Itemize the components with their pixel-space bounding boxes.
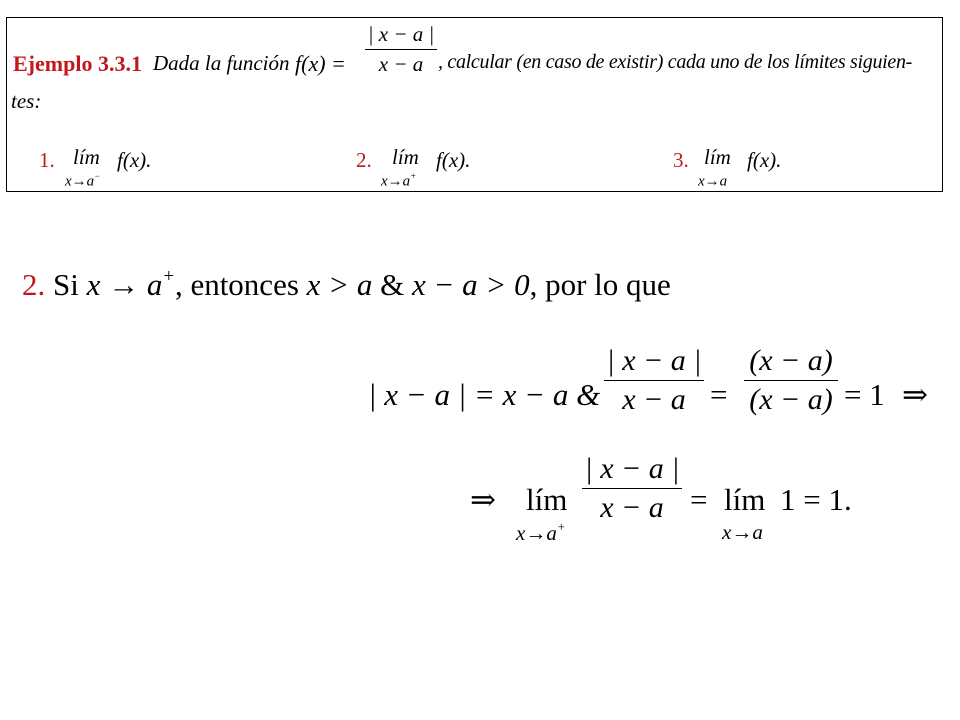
example-heading: Ejemplo 3.3.1 — [13, 51, 142, 76]
eq1-fraction-numerator: | x − a | — [606, 344, 702, 377]
solution-number: 2. — [22, 267, 46, 303]
eq2-subscript-2: x→a — [722, 520, 763, 544]
eq1-fraction-2-bar — [744, 380, 838, 381]
eq1-implies-arrow: ⇒ — [902, 377, 928, 412]
example-instruction: , calcular (en caso de existir) cada uno de los límites siguien- — [438, 51, 913, 73]
item-1-subscript: x→a− — [65, 171, 101, 190]
item-3-expr: f(x). — [747, 148, 782, 172]
function-fraction — [365, 22, 437, 77]
item-2-number: 2. — [356, 148, 372, 172]
solution-condition: x → a+ — [86, 266, 175, 303]
fraction-bar — [365, 49, 437, 50]
item-1-lim: lím — [73, 145, 100, 169]
item-3-subscript: x→a — [698, 173, 728, 190]
solution-si: Si — [53, 267, 79, 303]
eq1-fraction-2 — [744, 344, 838, 417]
eq1-equals: = — [710, 377, 728, 412]
eq2-subscript: x→a+ — [516, 520, 566, 545]
eq1-lhs: | x − a | = x − a & — [368, 377, 601, 412]
example-instruction-cont: tes: — [11, 89, 42, 113]
eq1-fraction-2-numerator: (x − a) — [749, 344, 833, 377]
eq2-implies-arrow: ⇒ — [470, 482, 496, 517]
solution-porloque: , por lo que — [529, 267, 671, 303]
eq1-fraction-bar — [604, 380, 704, 381]
item-1-number: 1. — [39, 148, 55, 172]
eq2-rhs: 1 = 1. — [780, 482, 852, 517]
eq2-fraction-numerator: | x − a | — [584, 452, 680, 485]
solution-line-1 — [22, 266, 671, 303]
fraction-denominator: x − a — [378, 52, 424, 76]
eq1-fraction-denominator: x − a — [622, 383, 686, 416]
example-box — [6, 17, 943, 192]
item-3-lim: lím — [704, 145, 731, 169]
eq1-rhs: = 1 — [844, 377, 885, 412]
item-2-subscript: x→a+ — [381, 171, 417, 190]
item-2-expr: f(x). — [436, 148, 471, 172]
item-2-lim: lím — [392, 145, 419, 169]
fraction-numerator: | x − a | — [367, 22, 435, 46]
solution-entonces: , entonces — [174, 267, 299, 303]
eq1-fraction — [604, 344, 704, 417]
function-label: f(x) = — [295, 51, 346, 76]
item-3-number: 3. — [673, 148, 689, 172]
eq2-equals: = — [690, 482, 708, 517]
item-1-expr: f(x). — [117, 148, 152, 172]
eq2-fraction-denominator: x − a — [600, 491, 664, 524]
eq1-fraction-2-denominator: (x − a) — [749, 383, 833, 416]
eq2-lim-2: lím — [724, 482, 766, 517]
eq2-fraction-bar — [582, 488, 682, 489]
eq2-lim: lím — [526, 482, 568, 517]
example-intro: Dada la función — [153, 51, 290, 75]
solution-ampersand: & — [380, 267, 405, 303]
eq2-fraction — [582, 452, 682, 525]
solution-inequality-1: x > a — [306, 267, 373, 303]
solution-inequality-2: x − a > 0 — [411, 267, 530, 303]
